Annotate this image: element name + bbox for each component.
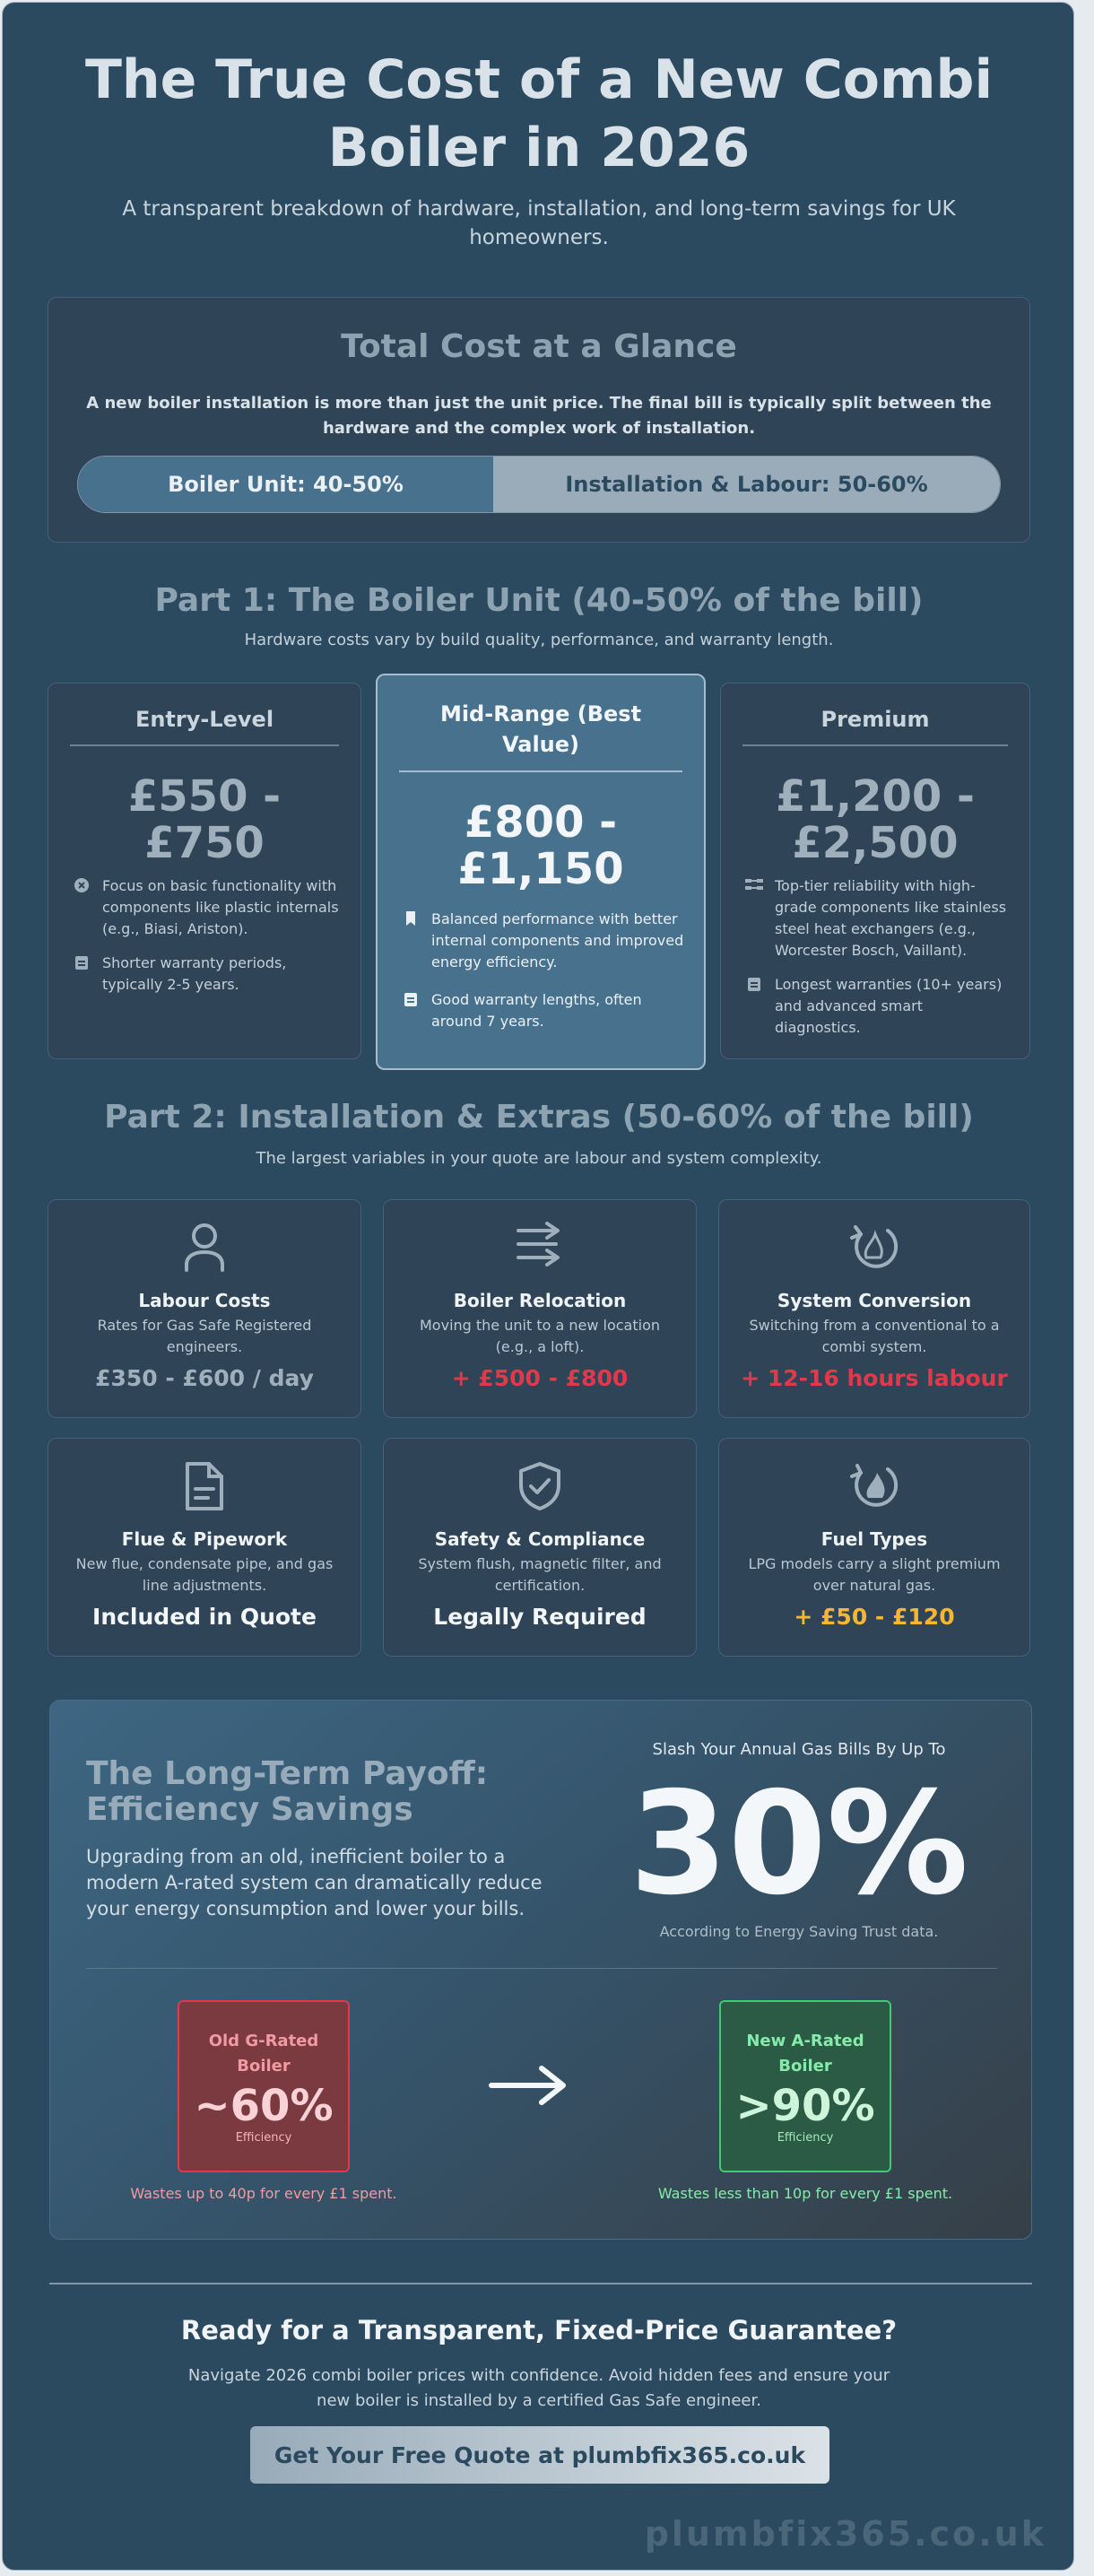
install-card-value: + 12-16 hours labour [741,1365,1008,1391]
free-quote-button[interactable]: Get Your Free Quote at plumbfix365.co.uk [250,2426,829,2484]
install-card-labour [48,1199,361,1418]
feature-text: Good warranty lengths, often around 7 years. [431,991,642,1030]
site-watermark: plumbfix365.co.uk [644,2514,1046,2554]
tier-name: Entry-Level [135,707,274,732]
bookmark-icon [401,909,421,973]
calendar-icon [72,953,91,996]
new-boiler-name [721,2029,890,2079]
feature-text: Longest warranties (10+ years) and advanced smart diagnostics. [775,976,1003,1036]
part2-subtitle: The largest variables in your quote are labour and system complexity. [256,1149,822,1168]
install-card-desc: New flue, condensate pipe, and gas line adjustments. [75,1555,334,1594]
price-line-1: £1,200 - [776,771,975,822]
feature-text: Focus on basic functionality with components like plastic internals (e.g., Biasi, Ariston). [102,877,339,937]
footer-divider [49,2283,1032,2284]
payoff-title-line-1: The Long-Term Payoff: [86,1755,489,1792]
install-card-flue [48,1438,361,1657]
install-card-desc: Rates for Gas Safe Registered engineers. [97,1317,312,1355]
install-card-title: System Conversion [777,1290,972,1311]
refresh-icon [719,1222,1029,1274]
tier-card-premium [720,683,1030,1059]
person-icon [48,1222,360,1272]
install-card-desc: Moving the unit to a new location (e.g., a loft). [420,1317,660,1355]
new-boiler-box [719,2000,891,2172]
calendar-icon [744,974,764,1039]
tier-feature [744,875,1012,962]
glance-title: Total Cost at a Glance [341,328,737,365]
install-card-value: + £50 - £120 [794,1604,955,1630]
old-boiler-name-line-2: Boiler [237,2057,291,2076]
savings-label: Slash Your Annual Gas Bills By Up To [652,1740,946,1759]
tier-divider [70,744,339,746]
install-card-title: Boiler Relocation [453,1290,627,1311]
install-card-title: Flue & Pipework [121,1528,288,1550]
feature-text: Top-tier reliability with high-grade components like stainless steel heat exchangers (e.g., Worcester Bosch, Vaillant). [775,877,1007,959]
install-card-desc: System flush, magnetic filter, and certification. [418,1555,662,1594]
old-boiler-efficiency: ~60% [194,2081,334,2131]
part1-title: Part 1: The Boiler Unit (40-50% of the bill) [154,582,924,619]
install-card-relocation [383,1199,697,1418]
install-card-title: Labour Costs [138,1290,271,1311]
cta-title: Ready for a Transparent, Fixed-Price Guarantee? [180,2315,898,2345]
tier-feature [72,875,343,940]
new-boiler-efficiency-label: Efficiency [777,2131,834,2145]
calendar-icon [401,989,421,1032]
flame-icon [719,1460,1029,1512]
tier-feature [72,953,343,996]
install-card-desc: Switching from a conventional to a combi system. [749,1317,1000,1355]
tier-divider [399,770,682,772]
shield-check-icon [384,1460,696,1512]
tier-price [378,799,704,892]
title-line-1: The True Cost of a New Combi [84,48,994,111]
install-card-value: Included in Quote [92,1604,317,1630]
payoff-divider [86,1968,997,1969]
glance-card [48,297,1030,543]
tier-name-line-1: Mid-Range (Best [439,701,642,727]
boiler-unit-segment: Boiler Unit: 40-50% [78,457,493,512]
payoff-panel [49,1700,1032,2240]
price-line-2: £750 [144,818,265,868]
document-icon [48,1460,360,1512]
payoff-title-line-2: Efficiency Savings [86,1791,413,1828]
feature-text: Balanced performance with better internal components and improved energy efficiency. [431,910,684,970]
glance-text: A new boiler installation is more than just the unit price. The final bill is typically split between the hardware and the complex work of installation. [86,394,992,438]
infographic-page [2,2,1074,2571]
old-boiler-efficiency-label: Efficiency [235,2131,292,2145]
tier-card-entry [48,683,361,1059]
install-card-title: Fuel Types [820,1528,928,1550]
install-card-fuel [718,1438,1030,1657]
old-boiler-box [178,2000,350,2172]
old-boiler-name [179,2029,348,2079]
cost-split-bar [77,456,1001,513]
tier-divider [742,744,1008,746]
price-line-1: £800 - [464,797,618,848]
payoff-title [86,1756,552,1828]
tier-feature [744,974,1012,1039]
savings-source: According to Energy Saving Trust data. [659,1923,939,1940]
install-card-value: Legally Required [433,1604,647,1630]
tier-feature [401,989,686,1032]
new-boiler-name-line-2: Boiler [778,2057,832,2076]
payoff-text: Upgrading from an old, inefficient boiler to a modern A-rated system can dramatically reduce your energy consumption and lower your bills. [86,1846,543,1919]
tier-name [378,699,704,760]
install-card-value: £350 - £600 / day [95,1365,314,1391]
install-card-value: + £500 - £800 [451,1365,629,1391]
new-boiler-caption: Wastes less than 10p for every £1 spent. [657,2185,953,2202]
old-boiler-caption: Wastes up to 40p for every £1 spent. [130,2185,397,2202]
price-line-2: £2,500 [792,818,959,868]
cta-text: Navigate 2026 combi boiler prices with confidence. Avoid hidden fees and ensure your new boiler is installed by a certified Gas Safe engineer. [187,2366,890,2410]
installation-segment: Installation & Labour: 50-60% [493,457,1000,512]
tier-name: Premium [820,707,930,732]
page-subtitle: A transparent breakdown of hardware, installation, and long-term savings for UK homeowners. [122,197,956,249]
savings-percentage: 30% [629,1762,969,1927]
install-card-desc: LPG models carry a slight premium over natural gas. [748,1555,1001,1594]
price-line-1: £550 - [127,771,282,822]
page-title [3,46,1074,182]
part2-title: Part 2: Installation & Extras (50-60% of the bill) [104,1099,974,1136]
feature-text: Shorter warranty periods, typically 2-5 years. [102,954,287,993]
x-circle-icon [72,875,91,940]
tier-name-line-2: Value) [501,732,579,757]
install-card-safety [383,1438,697,1657]
install-card-conversion [718,1199,1030,1418]
arrow-right-icon [488,2063,569,2111]
new-boiler-name-line-1: New A-Rated [746,2032,864,2050]
part1-subtitle: Hardware costs vary by build quality, performance, and warranty length. [244,631,834,649]
components-icon [744,875,764,962]
old-boiler-name-line-1: Old G-Rated [208,2032,319,2050]
tier-price [721,773,1029,866]
tier-feature [401,909,686,973]
new-boiler-efficiency: >90% [735,2081,875,2131]
title-line-2: Boiler in 2026 [327,117,751,179]
price-line-2: £1,150 [457,844,624,894]
arrows-icon [384,1222,696,1266]
tier-card-mid-range [376,674,706,1070]
tier-price [48,773,360,866]
install-card-title: Safety & Compliance [434,1528,646,1550]
